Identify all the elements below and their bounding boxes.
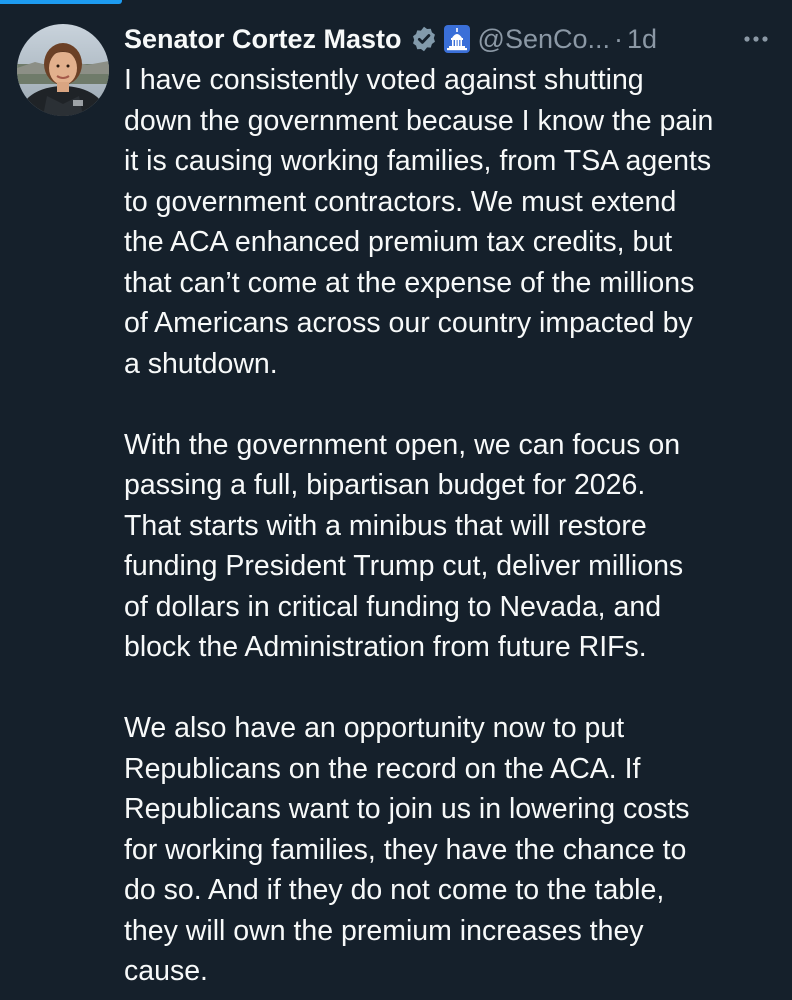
tweet-paragraph: [124, 60, 784, 384]
tweet-text-line: a shutdown.: [124, 347, 278, 380]
tweet-text-line: That starts with a minibus that will restore: [124, 509, 647, 542]
tweet-text-line: it is causing working families, from TSA agents: [124, 145, 712, 177]
tweet-header: [124, 18, 774, 60]
paragraph-gap: [124, 384, 784, 425]
paragraph-gap: [124, 668, 784, 709]
capitol-building-icon: [444, 25, 470, 53]
tweet-text-line: We also have an opportunity now to put: [124, 712, 625, 744]
tweet-text-line: With the government open, we can focus on: [124, 428, 681, 461]
header-separator: ·: [614, 23, 624, 54]
tweet-text-line: down the government because I know the pain: [124, 104, 714, 137]
tweet-text-line: that can’t come at the expense of the millions: [124, 266, 695, 299]
tweet-text-line: to government contractors. We must extend: [124, 185, 677, 218]
tweet-paragraph: [124, 708, 784, 992]
tweet-text-line: Republicans want to join us in lowering costs: [124, 793, 690, 825]
tweet-text-line: cause.: [124, 955, 208, 987]
tweet-text-line: Republicans on the record on the ACA. If: [124, 752, 641, 785]
verified-badge-icon[interactable]: [410, 25, 438, 53]
tweet-text-line: of Americans across our country impacted by: [124, 307, 693, 339]
tweet-text-line: I have consistently voted against shutting: [124, 64, 644, 96]
tweet-timestamp[interactable]: 1d: [627, 23, 658, 54]
tweet-paragraph: [124, 425, 784, 668]
tweet-text-line: do so. And if they do not come to the table,: [124, 874, 665, 906]
avatar[interactable]: [17, 24, 109, 116]
tweet-text-line: for working families, they have the chance to: [124, 833, 687, 866]
avatar-photo: [17, 24, 109, 116]
author-display-name[interactable]: Senator Cortez Masto: [124, 23, 402, 54]
tweet-text-line: the ACA enhanced premium tax credits, but: [124, 226, 673, 258]
tweet-text-line: funding President Trump cut, deliver millions: [124, 550, 684, 582]
tweet-text-line: passing a full, bipartisan budget for 2026.: [124, 469, 646, 501]
author-handle[interactable]: @SenCo...: [477, 23, 611, 54]
tweet-text-line: of dollars in critical funding to Nevada, and: [124, 590, 662, 623]
more-horizontal-icon[interactable]: [738, 22, 774, 56]
tweet-text-line: block the Administration from future RIFs.: [124, 631, 647, 663]
tweet-text: [124, 60, 784, 992]
tweet-text-line: they will own the premium increases they: [124, 914, 644, 947]
